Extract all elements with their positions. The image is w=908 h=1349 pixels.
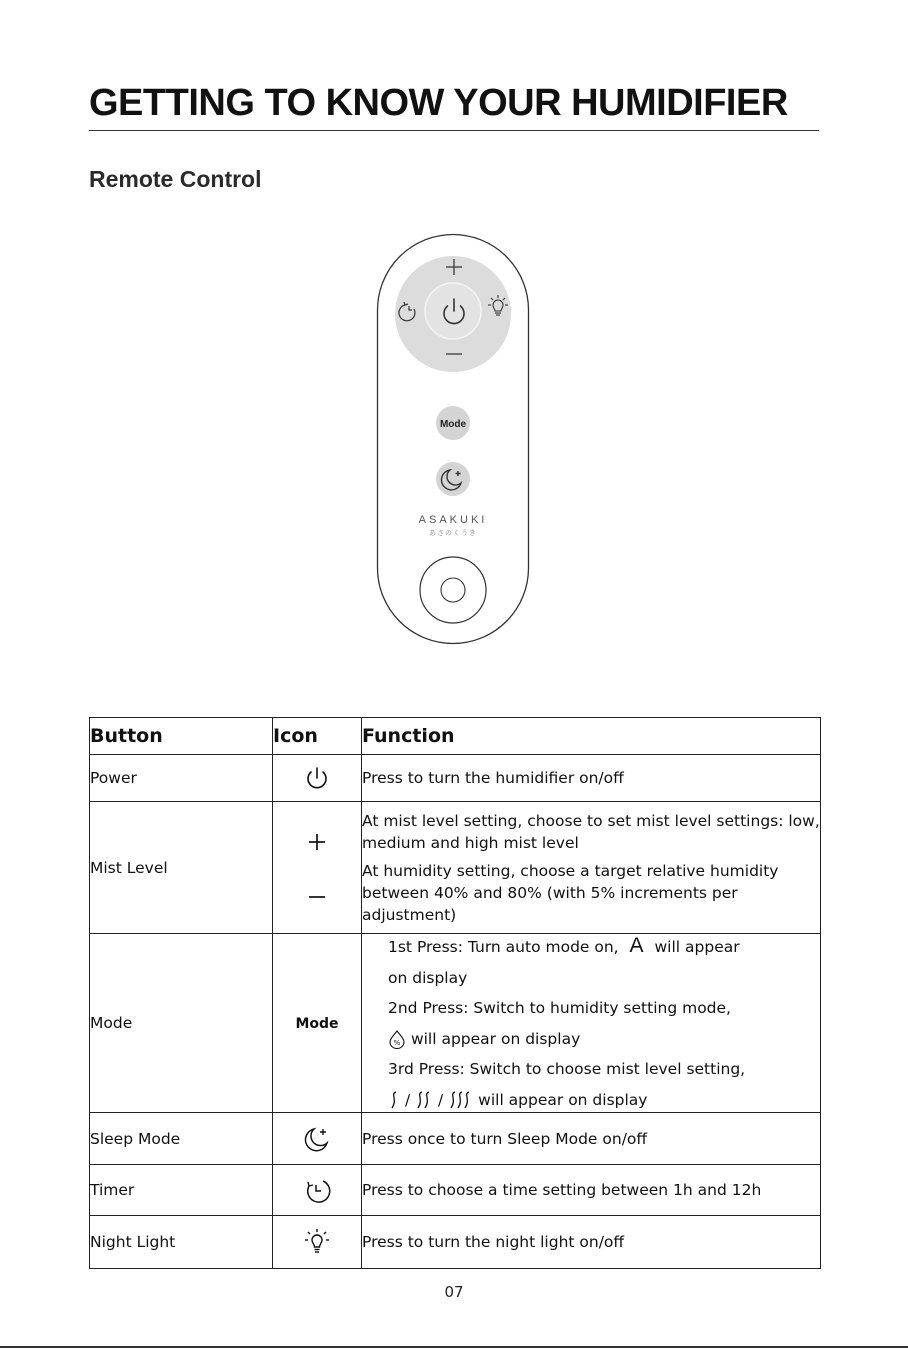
function-text: At mist level setting, choose to set mist level settings: low, medium and high mist level — [362, 811, 820, 852]
auto-mode-icon: A — [629, 934, 644, 957]
remote-control-body — [376, 233, 532, 647]
table-row-power — [90, 755, 821, 802]
title-divider — [89, 130, 819, 131]
timer-icon — [303, 1176, 331, 1204]
function-text: At humidity setting, choose a target relative humidity between 40% and 80% (with 5% increments per adjustment) — [362, 861, 779, 924]
button-name: Mist Level — [90, 802, 273, 934]
sleep-mode-icon — [303, 1125, 331, 1153]
button-name: Timer — [90, 1165, 273, 1216]
plus-icon — [309, 834, 325, 850]
section-title: Remote Control — [89, 166, 262, 192]
header-function: Function — [362, 718, 821, 755]
button-name: Night Light — [90, 1216, 273, 1269]
bottom-divider — [0, 1346, 908, 1348]
mode-icon-text: Mode — [295, 1016, 339, 1032]
mode-button-label: Mode — [439, 419, 467, 430]
button-name: Sleep Mode — [90, 1113, 273, 1165]
function-text: Press to turn the night light on/off — [362, 1216, 821, 1269]
plus-minus-icon — [304, 828, 330, 908]
table-row-sleep-mode — [90, 1113, 821, 1165]
function-text: Press once to turn Sleep Mode on/off — [362, 1113, 821, 1165]
page-number: 07 — [444, 1283, 464, 1301]
mist-level-1-icon — [388, 1090, 400, 1110]
table-row-mist-level — [90, 802, 821, 934]
header-button: Button — [90, 718, 273, 755]
button-name: Mode — [90, 934, 273, 1113]
table-row-timer — [90, 1165, 821, 1216]
function-text: Press to choose a time setting between 1h and 12h — [362, 1165, 821, 1216]
brand-subtitle: あさのくうき — [429, 529, 477, 537]
remote-control-illustration — [376, 233, 532, 647]
humidity-percent-icon — [388, 1029, 406, 1049]
table-header-row — [90, 718, 821, 755]
button-function-table — [89, 717, 821, 1269]
table-row-mode: Mode Mode 1st Press: Turn auto mode on, A will appear on display 2nd Press: Switch to humidity setting mode, % will appear on display 3rd Press: Switch to choose mist level setting, / / will appear on display — [90, 934, 821, 1113]
mist-level-3-icon — [448, 1090, 473, 1110]
mist-level-2-icon — [415, 1090, 433, 1110]
signal-emitter-icon — [441, 578, 465, 602]
table-row-night-light — [90, 1216, 821, 1269]
page-title: GETTING TO KNOW YOUR HUMIDIFIER — [89, 82, 788, 124]
svg-text:%: % — [393, 1039, 401, 1047]
function-text: Press to turn the humidifier on/off — [362, 755, 821, 802]
button-name: Power — [90, 755, 273, 802]
night-light-icon — [302, 1227, 332, 1257]
power-icon — [304, 765, 330, 791]
header-icon: Icon — [273, 718, 362, 755]
brand-name: ASAKUKI — [418, 514, 488, 526]
